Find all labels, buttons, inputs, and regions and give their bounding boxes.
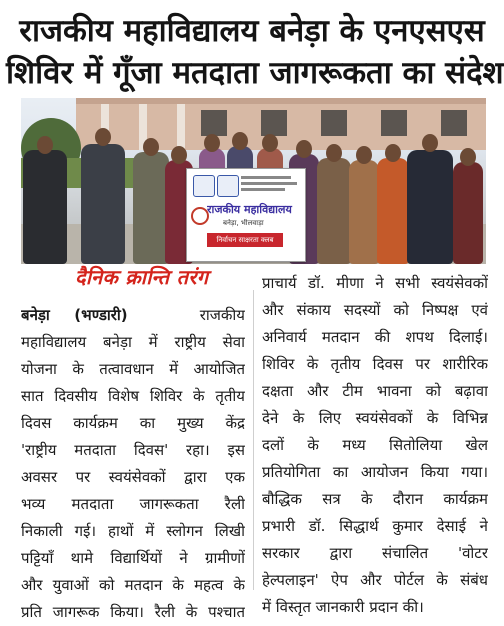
banner-strip: निर्वाचन साक्षरता क्लब: [207, 233, 283, 247]
article-line: प्रतियोगिता का आयोजन किया गया।: [262, 463, 488, 481]
article-line: बौद्धिक सत्र के दौरान कार्यक्रम: [262, 490, 488, 508]
column-divider: [253, 290, 254, 590]
article-line: अवसर पर स्वयंसेवकों द्वारा एक: [21, 468, 245, 486]
article-line: में विस्तृत जानकारी प्रदान की।: [262, 598, 424, 616]
article-line: और संकाय सदस्यों को निष्पक्ष एवं: [262, 301, 488, 319]
person-figure: [317, 158, 351, 264]
headline: [6, 10, 504, 94]
person-figure: [81, 144, 125, 264]
article-line: सरकार द्वारा संचालित 'वोटर: [262, 544, 488, 562]
voter-logo-icon: [217, 175, 239, 197]
article-line: सात दिवसीय विशेष शिविर के तृतीय: [21, 387, 245, 405]
article-line: पट्टियाँ थामे विद्यार्थियों ने ग्रामीणों: [21, 549, 245, 567]
article-line: और युवाओं को मतदान के महत्व के: [21, 576, 245, 594]
building-roof: [76, 98, 486, 104]
article-line: महाविद्यालय बनेड़ा में राष्ट्रीय सेवा: [21, 333, 245, 351]
headline-line-1: राजकीय महाविद्यालय बनेड़ा के एनएसएस: [19, 13, 485, 49]
banner-fine-print: [241, 176, 299, 194]
news-photo: [21, 98, 486, 264]
article-line: प्रति जागरूक किया। रैली के पश्चात: [21, 603, 245, 621]
building-window: [441, 110, 467, 136]
college-banner: [186, 168, 306, 262]
article-line: 'राष्ट्रीय मतदाता दिवस' रहा। इस: [21, 441, 245, 459]
article-line: योजना के तत्वावधान में आयोजित: [21, 360, 245, 378]
article-line: अनिवार्य मतदान की शपथ दिलाई।: [262, 328, 488, 346]
article-line: दक्षता और टीम भावना को बढ़ावा: [262, 382, 488, 400]
article-line: निकाली गई। हाथों में स्लोगन लिखी: [21, 522, 245, 540]
article-line: दलों के मध्य सितोलिया खेल: [262, 436, 488, 454]
article-line: प्राचार्य डॉ. मीणा ने सभी स्वयंसेवकों: [262, 274, 488, 292]
banner-subtitle: बनेड़ा, भीलवाड़ा: [223, 219, 264, 227]
article-line: दिवस कार्यक्रम का मुख्य केंद्र: [21, 414, 245, 432]
building-window: [321, 110, 347, 136]
building-window: [201, 110, 227, 136]
article-line: देने के लिए स्वयंसेवकों के विभिन्न: [262, 409, 488, 427]
building-window: [381, 110, 407, 136]
newspaper-byline: दैनिक क्रान्ति तरंग: [75, 265, 209, 289]
building-window: [261, 110, 287, 136]
article-line: भव्य मतदाता जागरूकता रैली: [21, 495, 245, 513]
article-text: राजकीय: [199, 306, 245, 324]
banner-title: राजकीय महाविद्यालय: [207, 203, 292, 216]
person-figure: [133, 152, 169, 264]
person-figure: [453, 162, 483, 264]
person-figure: [349, 160, 379, 264]
article-dateline: बनेड़ा (भण्डारी): [21, 306, 128, 324]
article-column-right: [262, 270, 488, 621]
building-column: [177, 104, 185, 150]
article-line: [21, 302, 245, 329]
person-figure: [407, 150, 453, 264]
article-column-left: [21, 302, 245, 626]
headline-line-2: शिविर में गूँजा मतदाता जागरूकता का संदेश: [6, 55, 504, 91]
article-line: हेल्पलाइन' ऐप और पोर्टल के संबंध: [262, 571, 488, 589]
person-figure: [377, 158, 409, 264]
article-line: शिविर के तृतीय दिवस पर शारीरिक: [262, 355, 488, 373]
article-line: प्रभारी डॉ. सिद्धार्थ कुमार देसाई ने: [262, 517, 488, 535]
clipped-previous-article: [0, 0, 504, 7]
person-figure: [23, 150, 67, 264]
election-logo-icon: [193, 175, 215, 197]
